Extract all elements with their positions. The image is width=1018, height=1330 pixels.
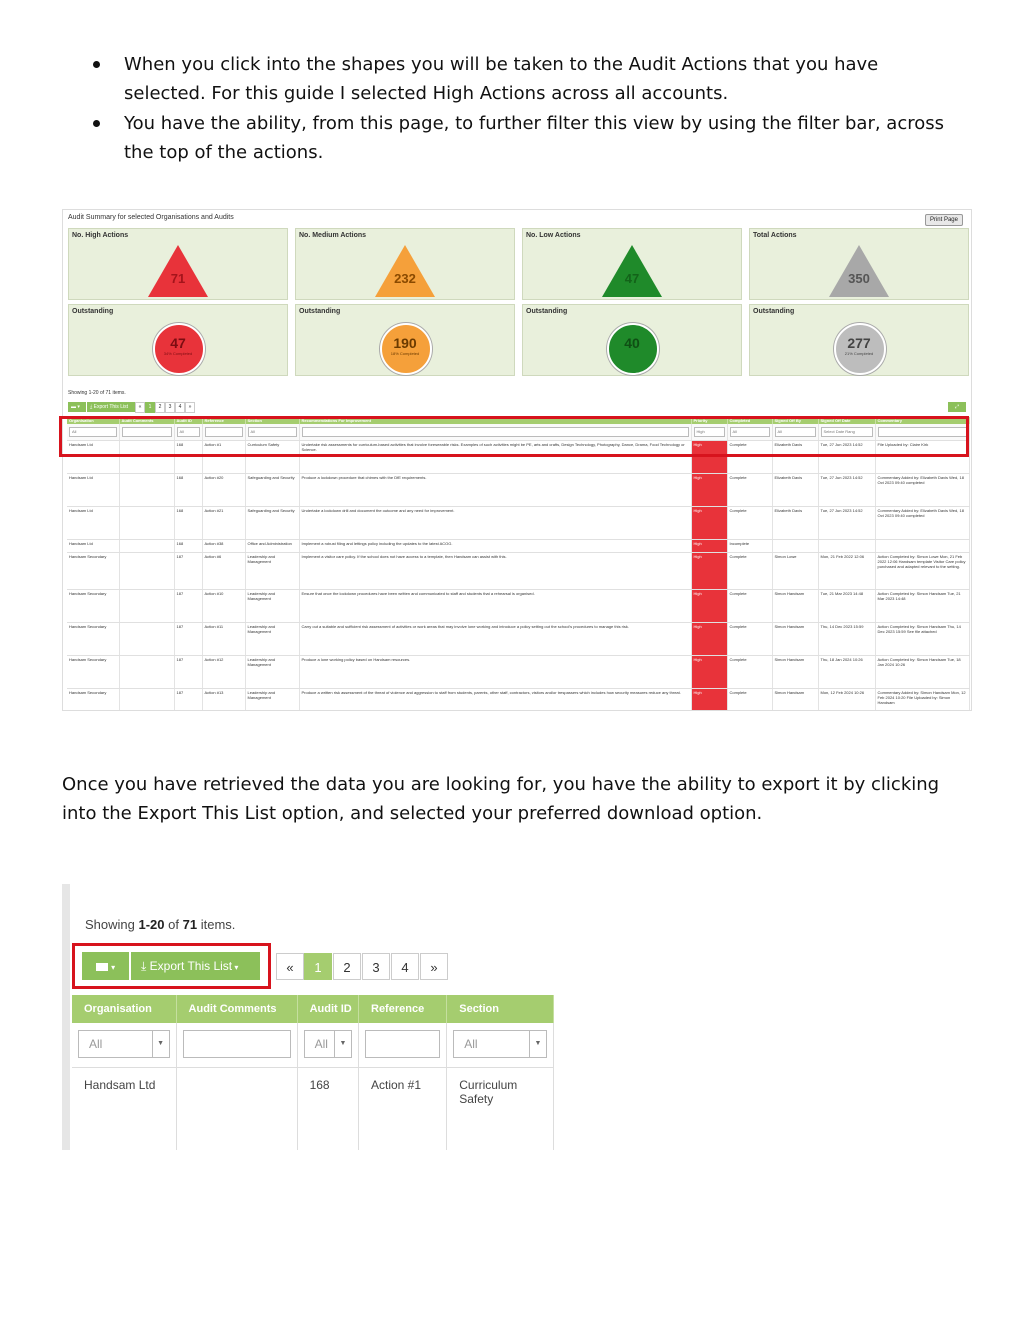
date-range-filter[interactable]: Select Date Rang [821, 427, 873, 437]
export-label: Export This List [93, 404, 128, 410]
card-value: 71 [170, 271, 186, 286]
table-row[interactable] [67, 623, 969, 656]
table-cell: Elizabeth Davis [772, 441, 818, 474]
download-icon: ⤓ [141, 959, 150, 973]
page-next[interactable]: » [185, 402, 195, 413]
showing-suffix: items. [200, 917, 236, 932]
audit-actions-table [67, 417, 970, 711]
table-cell: Safeguarding and Security [245, 474, 299, 507]
audit-summary-title: Audit Summary for selected Organisations and Audits [68, 214, 234, 221]
priority-cell: High [691, 623, 727, 656]
table-cell: Simon Handsam [772, 689, 818, 712]
column-header[interactable]: Recommendations For Improvement [299, 417, 691, 424]
filter-select[interactable]: All [730, 427, 770, 437]
table-cell [119, 507, 174, 540]
table-cell: Complete [727, 590, 772, 623]
column-header[interactable]: Section [245, 417, 299, 424]
showing-prefix: Showing [85, 917, 135, 932]
chevron-down-icon: ▾ [111, 963, 116, 972]
table-cell: Complete [727, 441, 772, 474]
fullscreen-button[interactable]: ⤢ [948, 402, 966, 412]
card-label: No. Low Actions [526, 232, 581, 239]
low-outstanding-card[interactable] [522, 304, 742, 376]
table-cell: Simon Handsam [772, 656, 818, 689]
export-list-button[interactable] [87, 402, 135, 412]
table-cell: Curriculum Safety [447, 1068, 554, 1151]
column-header[interactable]: Audit ID [297, 995, 358, 1023]
table-cell: 168 [297, 1068, 358, 1151]
table-cell: Tue, 27 Jun 2023 14:52 [818, 474, 875, 507]
page-next[interactable]: » [420, 953, 448, 980]
column-header[interactable]: Commentary [875, 417, 969, 424]
filter-value: All [464, 1037, 478, 1051]
chevron-down-icon: ▼ [152, 1031, 169, 1057]
table-cell: Handsam Ltd [72, 1068, 176, 1151]
table-cell: Complete [727, 553, 772, 590]
chevron-down-icon: ▼ [529, 1031, 546, 1057]
table-row[interactable] [72, 1068, 554, 1151]
table-cell: Carry out a suitable and sufficient risk assessment of activities or work areas that may involve lone working and introduce a policy setting out the school's procedures to manage this risk. [299, 623, 691, 656]
table-cell: Commentary Added by: Elizabeth Davis Wed, 18 Oct 2023 09:40 completed [875, 474, 969, 507]
table-cell: Complete [727, 656, 772, 689]
bullet-item: You have the ability, from this page, to further filter this view by using the filter bar, across the top of the actions. [90, 109, 950, 167]
card-label: Outstanding [526, 308, 568, 315]
intro-bullet-list [90, 50, 950, 168]
total-outstanding-card[interactable] [749, 304, 969, 376]
medium-actions-card[interactable] [295, 228, 515, 300]
column-header[interactable]: Organisation [72, 995, 176, 1023]
table-cell: Handsam Ltd [67, 540, 119, 553]
column-header[interactable]: Reference [359, 995, 447, 1023]
showing-count: Showing 1-20 of 71 items. [68, 390, 126, 396]
table-cell: Produce a lone working policy based on Handsam resources. [299, 656, 691, 689]
card-subtext: 18% Completed [390, 351, 420, 356]
table-cell: Action #38 [202, 540, 245, 553]
table-cell: Implement a robust filing and lettings policy including the updates to the latest ACOG. [299, 540, 691, 553]
table-cell: Simon Lowe [772, 553, 818, 590]
table-cell [119, 689, 174, 712]
table-row[interactable] [67, 689, 969, 712]
table-cell: 168 [174, 441, 202, 474]
download-icon: ⤓ [90, 404, 94, 410]
export-label: Export This List [149, 959, 233, 973]
table-cell: Handsam Ltd [67, 474, 119, 507]
card-value: 277 [847, 335, 871, 351]
table-cell: Action Completed by: Simon Lowe Mon, 21 Feb 2022 12:06 Handsam template Visitor Care policy purchased and adapted relevant to the setting. [875, 553, 969, 590]
column-header[interactable]: Priority [691, 417, 727, 424]
priority-cell: High [691, 590, 727, 623]
priority-cell: High [691, 474, 727, 507]
table-cell: Leadership and Management [245, 553, 299, 590]
card-value: 40 [624, 335, 640, 351]
table-cell [119, 553, 174, 590]
card-value: 47 [624, 271, 640, 286]
table-cell: Tue, 21 Mar 2023 14:48 [818, 590, 875, 623]
table-cell: Safeguarding and Security [245, 507, 299, 540]
table-cell: Handsam Ltd [67, 441, 119, 474]
table-cell [818, 540, 875, 553]
column-header[interactable]: Audit Comments [176, 995, 297, 1023]
filter-value: All [89, 1037, 103, 1051]
table-cell: Leadership and Management [245, 623, 299, 656]
column-header[interactable]: Audit Comments [119, 417, 174, 424]
table-cell: Office and Administration [245, 540, 299, 553]
table-cell: Complete [727, 689, 772, 712]
card-label: Outstanding [753, 308, 795, 315]
priority-cell: High [691, 689, 727, 712]
table-cell: 187 [174, 590, 202, 623]
medium-outstanding-card[interactable] [295, 304, 515, 376]
audit-id-filter[interactable] [304, 1030, 352, 1058]
table-cell [772, 540, 818, 553]
table-cell: Tue, 27 Jun 2023 14:52 [818, 441, 875, 474]
print-page-button[interactable]: Print Page [925, 214, 963, 226]
table-row[interactable] [67, 540, 969, 553]
table-cell: Ensure that once the lockdown procedures have been written and communicated to staff and students that a rehearsal is organised. [299, 590, 691, 623]
table-cell: 187 [174, 623, 202, 656]
grid-view-button[interactable]: ▬ ▾ [68, 402, 86, 412]
showing-total: 71 [182, 917, 198, 932]
page-4[interactable]: 4 [391, 953, 419, 980]
table-cell: 168 [174, 540, 202, 553]
table-cell [875, 540, 969, 553]
table-cell: 187 [174, 553, 202, 590]
total-actions-card[interactable] [749, 228, 969, 300]
table-cell: Simon Handsam [772, 590, 818, 623]
card-label: No. Medium Actions [299, 232, 367, 239]
showing-of: of [168, 917, 179, 932]
filter-select[interactable]: All [248, 427, 297, 437]
page-1[interactable]: 1 [145, 402, 155, 413]
table-cell: Complete [727, 507, 772, 540]
page-2[interactable]: 2 [333, 953, 361, 980]
table-cell: Complete [727, 474, 772, 507]
filter-select[interactable]: All [775, 427, 816, 437]
table-cell: Mon, 12 Feb 2024 10:26 [818, 689, 875, 712]
filter-select[interactable]: All [69, 427, 117, 437]
table-cell: Handsam Secondary [67, 689, 119, 712]
table-cell: Handsam Secondary [67, 656, 119, 689]
column-header[interactable]: Audit ID [174, 417, 202, 424]
table-cell: Action Completed by: Simon Handsam Tue, 21 Mar 2023 14:48 [875, 590, 969, 623]
table-cell [119, 590, 174, 623]
table-cell: Implement a visitor care policy. If the school does not have access to a template, then Handsam can assist with this. [299, 553, 691, 590]
table-cell: Commentary Added by: Elizabeth Davis Wed, 18 Oct 2023 09:40 completed [875, 507, 969, 540]
table-cell: Mon, 21 Feb 2022 12:06 [818, 553, 875, 590]
priority-cell: High [691, 656, 727, 689]
table-cell: Handsam Ltd [67, 507, 119, 540]
column-header[interactable]: Section [447, 995, 554, 1023]
table-cell: Action #1 [202, 441, 245, 474]
table-cell: Leadership and Management [245, 590, 299, 623]
table-cell: Action #21 [202, 507, 245, 540]
table-row[interactable] [67, 553, 969, 590]
column-header[interactable]: Completed [727, 417, 772, 424]
table-cell: Action Completed by: Simon Handsam Thu, 14 Dec 2023 15:59 See file attached [875, 623, 969, 656]
table-row[interactable] [67, 474, 969, 507]
table-header-row [72, 995, 554, 1023]
table-cell: Undertake risk assessments for curriculum-based activities that involve foreseeable risks. Examples of such activities might be PE, arts and crafts, Design Technology, Photography, Dance, Drama, Food Technology or Science. [299, 441, 691, 474]
table-cell: 168 [174, 507, 202, 540]
audit-summary-screenshot [62, 209, 972, 711]
priority-cell: High [691, 540, 727, 553]
page-prev[interactable]: « [135, 402, 145, 413]
high-outstanding-card[interactable] [68, 304, 288, 376]
chevron-down-icon: ▼ [334, 1031, 351, 1057]
export-paragraph: Once you have retrieved the data you are looking for, you have the ability to export it by clicking into the Export This List option, and selected your preferred download option. [62, 774, 940, 824]
card-value: 47 [170, 335, 186, 351]
card-value: 190 [393, 335, 417, 351]
table-cell: Elizabeth Davis [772, 507, 818, 540]
showing-range: 1-20 [138, 917, 165, 932]
card-label: Outstanding [72, 308, 114, 315]
card-label: Outstanding [299, 308, 341, 315]
table-cell: Action #10 [202, 590, 245, 623]
high-actions-card[interactable] [68, 228, 288, 300]
table-cell: Action Completed by: Simon Handsam Tue, 18 Jan 2024 10:26 [875, 656, 969, 689]
card-value: 350 [848, 271, 870, 286]
table-cell [119, 474, 174, 507]
table-cell: Produce a written risk assessment of the threat of violence and aggression to staff from students, parents, other staff, contractors, visitors and/or trespassers which includes how security measures reduce any threat. [299, 689, 691, 712]
table-cell: Leadership and Management [245, 656, 299, 689]
table-cell: Curriculum Safety [245, 441, 299, 474]
showing-count [85, 917, 235, 932]
card-value: 232 [394, 271, 416, 286]
page-1[interactable]: 1 [304, 953, 332, 980]
table-cell [119, 656, 174, 689]
table-cell [119, 623, 174, 656]
filter-select[interactable]: High [694, 427, 725, 437]
table-cell: Handsam Secondary [67, 590, 119, 623]
table-cell: Undertake a lockdown drill and document the outcome and any need for improvement. [299, 507, 691, 540]
priority-cell: High [691, 553, 727, 590]
section-filter[interactable] [453, 1030, 547, 1058]
table-cell: Action #13 [202, 689, 245, 712]
table-cell: File Uploaded by: Claire Kirk [875, 441, 969, 474]
table-cell: Simon Handsam [772, 623, 818, 656]
filter-row [72, 1023, 554, 1068]
filter-value: All [314, 1037, 328, 1051]
page-4[interactable]: 4 [175, 402, 185, 413]
table-row[interactable] [67, 656, 969, 689]
low-actions-card[interactable] [522, 228, 742, 300]
bullet-item: When you click into the shapes you will be taken to the Audit Actions that you have selected. For this guide I selected High Actions across all accounts. [90, 50, 950, 108]
table-cell: Action #12 [202, 656, 245, 689]
audit-comments-filter[interactable] [183, 1030, 291, 1058]
table-cell: 187 [174, 689, 202, 712]
table-cell: 168 [174, 474, 202, 507]
table-cell: Thu, 14 Dec 2023 15:59 [818, 623, 875, 656]
table-cell: Action #11 [202, 623, 245, 656]
priority-cell: High [691, 507, 727, 540]
filter-select[interactable]: All [177, 427, 200, 437]
table-cell: 187 [174, 656, 202, 689]
page-3[interactable]: 3 [165, 402, 175, 413]
page-prev[interactable]: « [276, 953, 304, 980]
page-3[interactable]: 3 [362, 953, 390, 980]
priority-cell: High [691, 441, 727, 474]
chevron-down-icon: ▾ [232, 963, 239, 972]
table-cell: Action #1 [359, 1068, 447, 1151]
column-header[interactable]: Signed Off By [772, 417, 818, 424]
table-cell: Action #20 [202, 474, 245, 507]
table-row[interactable] [67, 590, 969, 623]
reference-filter[interactable] [365, 1030, 440, 1058]
export-screenshot [62, 884, 554, 1150]
card-label: Total Actions [753, 232, 797, 239]
column-header[interactable]: Signed Off Date [818, 417, 875, 424]
column-header[interactable]: Reference [202, 417, 245, 424]
filter-bar-highlight [59, 416, 969, 457]
table-cell [176, 1068, 297, 1151]
page-2[interactable]: 2 [155, 402, 165, 413]
table-cell: Leadership and Management [245, 689, 299, 712]
card-label: No. High Actions [72, 232, 129, 239]
table-cell: Action #6 [202, 553, 245, 590]
card-subtext: 21% Completed [844, 351, 874, 356]
table-cell: Complete [727, 623, 772, 656]
table-cell: Handsam Secondary [67, 553, 119, 590]
table-cell: Elizabeth Davis [772, 474, 818, 507]
table-cell: Thu, 18 Jan 2024 10:26 [818, 656, 875, 689]
table-cell [119, 540, 174, 553]
column-header[interactable]: Organisation [67, 417, 119, 424]
table-body [67, 441, 969, 712]
table-cell: Commentary Added by: Simon Handsam Mon, 12 Feb 2024 10:20 File Uploaded by: Simon Handsam [875, 689, 969, 712]
organisation-filter[interactable] [78, 1030, 170, 1058]
card-subtext: 34% Completed [163, 351, 193, 356]
table-cell: Produce a lockdown procedure that chimes with the DfE requirements. [299, 474, 691, 507]
export-button-highlight [72, 943, 271, 989]
audit-actions-table-zoom [72, 995, 554, 1150]
table-cell: Handsam Secondary [67, 623, 119, 656]
table-cell: Tue, 27 Jun 2023 14:52 [818, 507, 875, 540]
table-cell: Incomplete [727, 540, 772, 553]
table-row[interactable] [67, 507, 969, 540]
